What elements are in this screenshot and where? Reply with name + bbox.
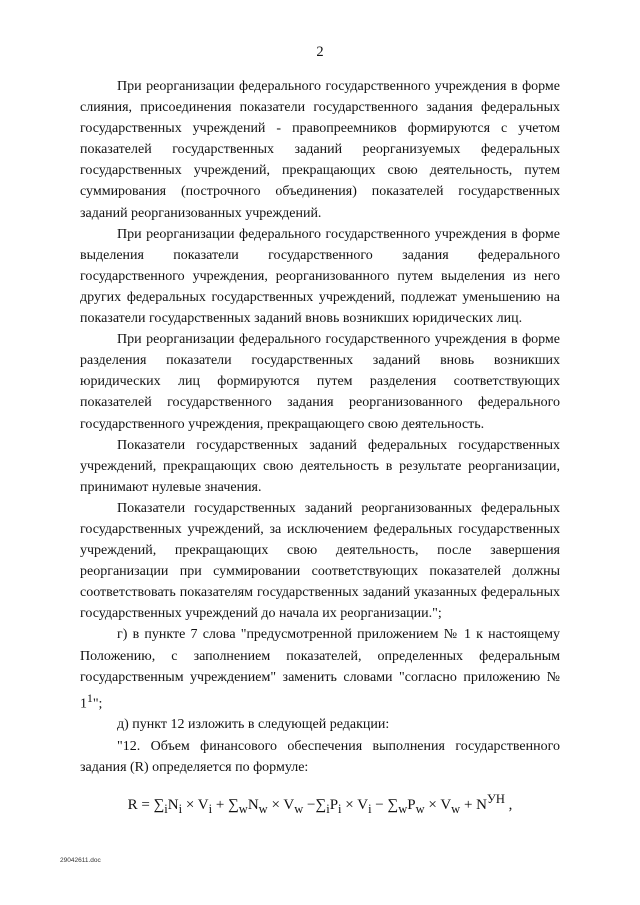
appendix-superscript: 1	[87, 691, 93, 705]
document-body	[80, 76, 560, 778]
paragraph-item-12: "12. Объем финансового обеспечения выполнения государственного задания (R) определяется по формуле:	[80, 738, 560, 775]
item-g-text: г) в пункте 7 слова "предусмотренной приложением № 1 к настоящему Положению, с заполнением показателей, определенных федеральным государственным учреждением" заменить словами "согласно приложению № 1	[80, 627, 560, 712]
funding-formula: $R = \sum_iN_i \times V_i + \sum_wN_w \times V_w -\sum_iP_i \times V_i - \sum_wP_w \times V_w + N^{УН}$ ,	[127, 792, 513, 816]
paragraph-zero-values: Показатели государственных заданий федеральных государственных учреждений, прекращающих свою деятельность в результате реорганизации, принимают нулевые значения.	[80, 437, 560, 495]
item-g-end: ";	[92, 696, 103, 712]
paragraph-item-d: д) пункт 12 изложить в следующей редакции:	[117, 717, 390, 733]
paragraph-after-reorganization: Показатели государственных заданий реорганизованных федеральных государственных учреждений, за исключением федеральных государственных учреждений, прекращающих свою деятельность, после завершения реорганизации при суммировании соответствующих показателей должны соответствовать показателям государственных заданий указанных федеральных государственных учреждений до начала их реорганизации.";	[80, 500, 560, 622]
footer-filename: 29042611.doc	[60, 857, 101, 864]
paragraph-merger: При реорганизации федерального государственного учреждения в форме слияния, присоединения показатели государственного задания федеральных государственных учреждений - правопреемников формируются с учетом показателей государственных заданий реорганизуемых федеральных государственных учреждений, прекращающих свою деятельность, путем суммирования (построчного объединения) показателей государственных заданий реорганизованных учреждений.	[80, 79, 560, 221]
paragraph-item-g	[80, 624, 560, 714]
paragraph-division: При реорганизации федерального государственного учреждения в форме разделения показатели государственных заданий вновь возникших юридических лиц формируются путем разделения соответствующих показателей государственного задания реорганизованного федерального государственного учреждения, прекращающего свою деятельность.	[80, 332, 560, 432]
page-number: 2	[316, 44, 324, 60]
paragraph-separation: При реорганизации федерального государственного учреждения в форме выделения показатели государственного задания федерального государственного учреждения, реорганизованного путем выделения из него других федеральных государственных учреждений, подлежат уменьшению на показатели государственных заданий вновь возникших юридических лиц.	[80, 226, 560, 327]
